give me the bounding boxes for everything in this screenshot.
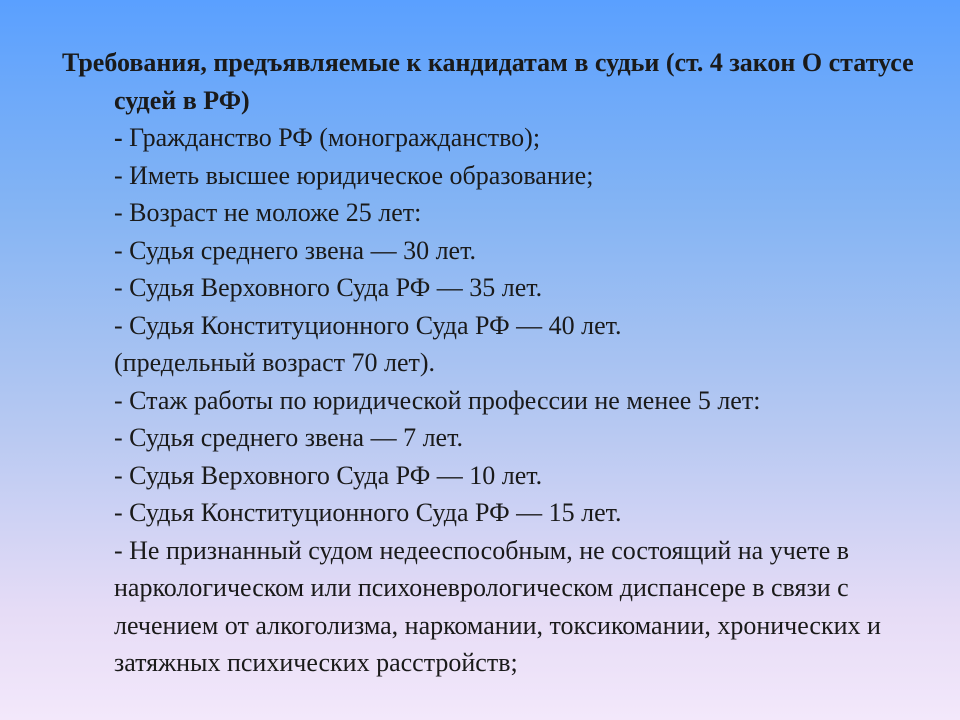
requirement-experience-constitutional-judge: - Судья Конституционного Суда РФ — 15 лет. [114, 498, 622, 527]
requirement-experience: - Стаж работы по юридической профессии не менее 5 лет: [114, 385, 761, 415]
requirement-age-middle-judge: - Судья среднего звена — 30 лет. [114, 235, 477, 265]
requirement-age-supreme-judge: - Судья Верховного Суда РФ — 35 лет. [114, 273, 543, 302]
requirement-age-limit: (предельный возраст 70 лет). [114, 348, 436, 377]
requirement-age-constitutional-judge: - Судья Конституционного Суда РФ — 40 лет. [114, 310, 622, 340]
requirement-education: - Иметь высшее юридическое образование; [114, 160, 594, 190]
requirement-experience-supreme-judge: - Судья Верховного Суда РФ — 10 лет. [114, 460, 543, 490]
slide-content [62, 44, 942, 682]
bullet-dash: - [114, 123, 130, 152]
requirement-capacity: - Не признанный судом недееспособным, не состоящий на учете в наркологическом или психоневрологическом диспансере в связи с лечением от алкоголизма, наркомании, токсикомании, хронических и затяжных психических расстройств; [114, 535, 881, 677]
requirement-citizenship [62, 119, 942, 157]
requirement-experience-middle-judge: - Судья среднего звена — 7 лет. [114, 423, 464, 452]
requirement-age: - Возраст не моложе 25 лет: [114, 198, 422, 227]
slide-title: Требования, предъявляемые к кандидатам в судьи (ст. 4 закон О статусе судей в РФ) [62, 48, 914, 115]
requirement-text: Гражданство РФ (моногражданство); [129, 123, 541, 152]
